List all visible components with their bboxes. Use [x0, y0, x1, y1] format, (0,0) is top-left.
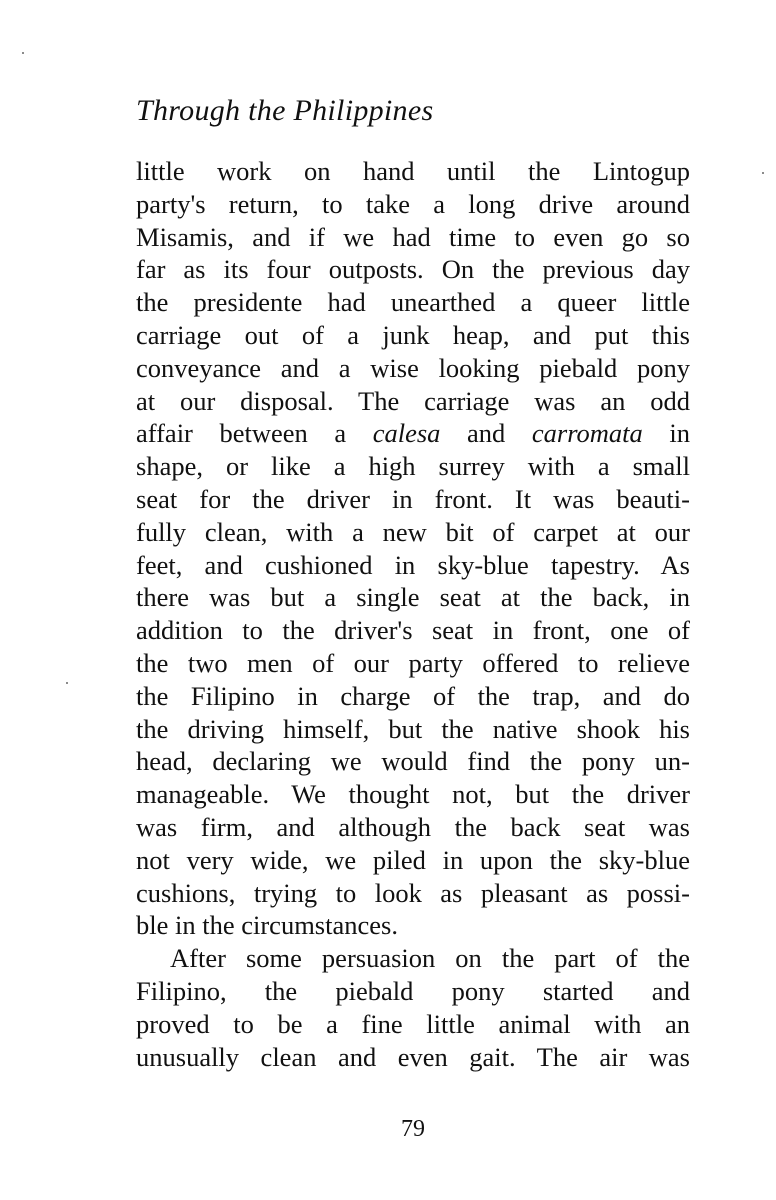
text-line: the driving himself, but the native shook his — [136, 713, 690, 744]
page-speck-top-left — [22, 52, 24, 54]
text-line: head, declaring we would find the pony un- — [136, 746, 690, 777]
text-line: the Filipino in charge of the trap, and do — [136, 680, 690, 711]
italic-term-carromata: carromata — [531, 418, 643, 449]
text-line: the two men of our party offered to relieve — [136, 647, 690, 678]
text-fragment: and — [440, 418, 532, 449]
text-line: fully clean, with a new bit of carpet at our — [136, 516, 690, 547]
text-line: proved to be a fine little animal with an — [136, 1008, 690, 1039]
text-line: conveyance and a wise looking piebald pony — [136, 352, 690, 383]
page-number: 79 — [401, 1116, 425, 1142]
text-line: feet, and cushioned in sky-blue tapestry. As — [136, 549, 690, 580]
text-line: carriage out of a junk heap, and put this — [136, 319, 690, 350]
text-line: cushions, trying to look as pleasant as possi- — [136, 877, 690, 908]
text-fragment: in — [642, 418, 690, 449]
text-line: at our disposal. The carriage was an odd — [136, 385, 690, 416]
italic-term-calesa: calesa — [372, 418, 441, 449]
text-line: addition to the driver's seat in front, one of — [136, 615, 690, 646]
text-line: far as its four outposts. On the previous day — [136, 254, 690, 285]
text-line: party's return, to take a long drive around — [136, 188, 690, 219]
page-speck-right — [762, 172, 764, 174]
text-line: ble in the circumstances. — [136, 910, 398, 941]
body-text — [136, 155, 690, 1073]
text-fragment: affair between a — [136, 418, 373, 449]
running-head: Through the Philippines — [136, 94, 434, 127]
text-line: manageable. We thought not, but the driver — [136, 779, 690, 810]
text-line: the presidente had unearthed a queer little — [136, 287, 690, 318]
text-line: unusually clean and even gait. The air was — [136, 1041, 690, 1072]
page-speck-left — [66, 682, 68, 684]
text-line: little work on hand until the Lintogup — [136, 156, 690, 186]
text-line: After some persuasion on the part of the — [170, 943, 690, 974]
text-line: there was but a single seat at the back, in — [136, 582, 690, 613]
text-line: Misamis, and if we had time to even go so — [136, 221, 690, 252]
text-line — [136, 417, 690, 450]
text-line: was firm, and although the back seat was — [136, 811, 690, 842]
text-line: shape, or like a high surrey with a small — [136, 451, 690, 482]
text-line: not very wide, we piled in upon the sky-blue — [136, 844, 690, 875]
text-line: seat for the driver in front. It was beauti- — [136, 483, 690, 514]
text-line: Filipino, the piebald pony started and — [136, 975, 690, 1006]
